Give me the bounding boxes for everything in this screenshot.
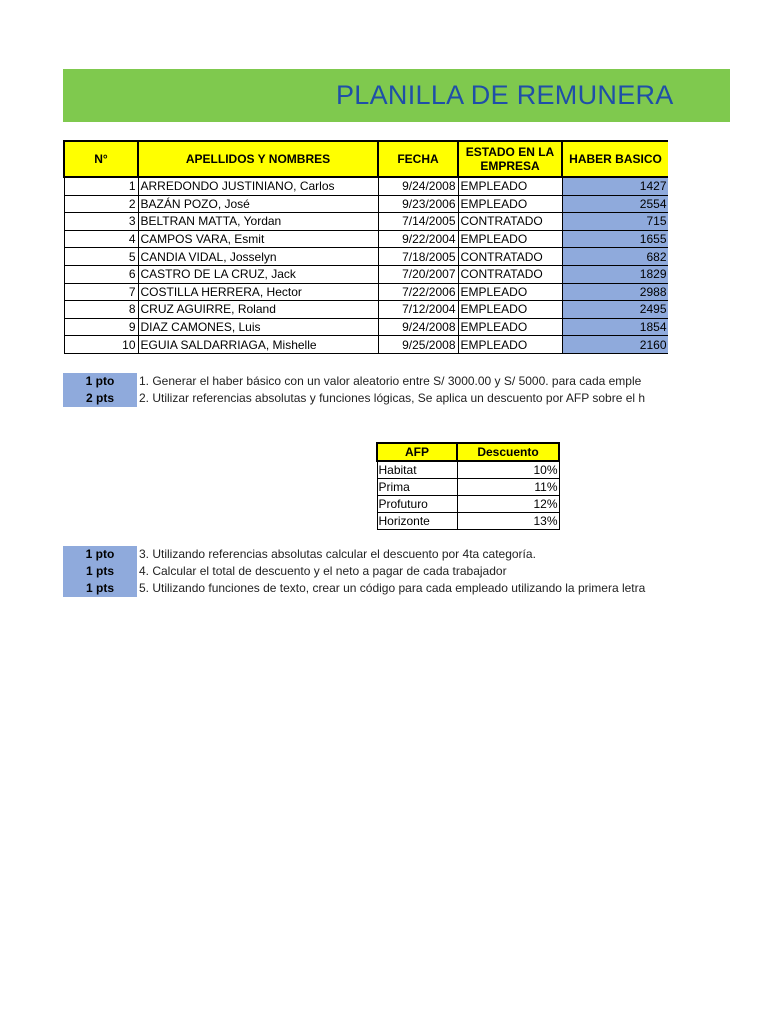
- task-text[interactable]: 2. Utilizar referencias absolutas y funciones lógicas, Se aplica un descuento por AFP sobre el h: [139, 391, 646, 405]
- view-edge: [668, 130, 768, 370]
- cell-name[interactable]: BAZÁN POZO, José: [138, 195, 378, 213]
- cell-num[interactable]: 5: [64, 248, 138, 266]
- cell-name[interactable]: ARREDONDO JUSTINIANO, Carlos: [138, 177, 378, 195]
- cell-haber[interactable]: 715: [562, 213, 669, 231]
- points-badge[interactable]: 1 pto: [63, 546, 137, 563]
- cell-haber[interactable]: 1854: [562, 318, 669, 336]
- header-estado[interactable]: ESTADO EN LA EMPRESA: [458, 141, 562, 177]
- cell-name[interactable]: CAMPOS VARA, Esmit: [138, 230, 378, 248]
- cell-fecha[interactable]: 9/22/2004: [378, 230, 458, 248]
- title-banner: [63, 69, 730, 122]
- cell-num[interactable]: 10: [64, 336, 138, 354]
- cell-fecha[interactable]: 9/24/2008: [378, 318, 458, 336]
- afp-header[interactable]: AFP: [377, 443, 457, 461]
- cell-estado[interactable]: EMPLEADO: [458, 230, 562, 248]
- cell-haber[interactable]: 2988: [562, 283, 669, 301]
- task-text[interactable]: 5. Utilizando funciones de texto, crear un código para cada empleado utilizando la primera letra: [139, 581, 646, 595]
- afp-row: [377, 496, 559, 513]
- cell-num[interactable]: 3: [64, 213, 138, 231]
- cell-num[interactable]: 2: [64, 195, 138, 213]
- cell-haber[interactable]: 2160: [562, 336, 669, 354]
- cell-fecha[interactable]: 7/18/2005: [378, 248, 458, 266]
- descuento-header[interactable]: Descuento: [457, 443, 559, 461]
- header-num[interactable]: N°: [64, 141, 138, 177]
- cell-haber[interactable]: 2495: [562, 301, 669, 319]
- cell-name[interactable]: EGUIA SALDARRIAGA, Mishelle: [138, 336, 378, 354]
- cell-name[interactable]: DIAZ CAMONES, Luis: [138, 318, 378, 336]
- cell-num[interactable]: 9: [64, 318, 138, 336]
- afp-pct-cell[interactable]: 13%: [457, 513, 559, 530]
- table-row: [64, 336, 669, 354]
- afp-pct-cell[interactable]: 12%: [457, 496, 559, 513]
- header-name[interactable]: APELLIDOS Y NOMBRES: [138, 141, 378, 177]
- points-badge[interactable]: 1 pts: [63, 580, 137, 597]
- payroll-table: [63, 140, 670, 354]
- cell-fecha[interactable]: 7/22/2006: [378, 283, 458, 301]
- cell-estado[interactable]: EMPLEADO: [458, 177, 562, 195]
- cell-num[interactable]: 4: [64, 230, 138, 248]
- cell-estado[interactable]: EMPLEADO: [458, 318, 562, 336]
- cell-estado[interactable]: EMPLEADO: [458, 283, 562, 301]
- cell-fecha[interactable]: 9/25/2008: [378, 336, 458, 354]
- cell-estado[interactable]: CONTRATADO: [458, 213, 562, 231]
- task-row: [63, 546, 683, 563]
- points-badge[interactable]: 1 pto: [63, 373, 137, 390]
- page-title: PLANILLA DE REMUNERA: [336, 80, 674, 110]
- afp-pct-cell[interactable]: 10%: [457, 461, 559, 479]
- cell-num[interactable]: 7: [64, 283, 138, 301]
- task-row: [63, 373, 683, 390]
- table-row: [64, 318, 669, 336]
- cell-fecha[interactable]: 7/14/2005: [378, 213, 458, 231]
- afp-name-cell[interactable]: Prima: [377, 479, 457, 496]
- cell-num[interactable]: 8: [64, 301, 138, 319]
- cell-name[interactable]: BELTRAN MATTA, Yordan: [138, 213, 378, 231]
- task-text[interactable]: 1. Generar el haber básico con un valor aleatorio entre S/ 3000.00 y S/ 5000. para cada emple: [139, 374, 642, 388]
- cell-fecha[interactable]: 7/12/2004: [378, 301, 458, 319]
- table-row: [64, 177, 669, 195]
- afp-pct-cell[interactable]: 11%: [457, 479, 559, 496]
- cell-haber[interactable]: 2554: [562, 195, 669, 213]
- cell-haber[interactable]: 682: [562, 248, 669, 266]
- cell-estado[interactable]: EMPLEADO: [458, 301, 562, 319]
- cell-estado[interactable]: EMPLEADO: [458, 195, 562, 213]
- cell-haber[interactable]: 1829: [562, 265, 669, 283]
- cell-haber[interactable]: 1427: [562, 177, 669, 195]
- cell-estado[interactable]: CONTRATADO: [458, 248, 562, 266]
- cell-fecha[interactable]: 9/24/2008: [378, 177, 458, 195]
- task-row: [63, 580, 683, 597]
- task-text[interactable]: 4. Calcular el total de descuento y el neto a pagar de cada trabajador: [139, 564, 507, 578]
- table-row: [64, 213, 669, 231]
- task-row: [63, 563, 683, 580]
- afp-name-cell[interactable]: Profuturo: [377, 496, 457, 513]
- points-badge[interactable]: 1 pts: [63, 563, 137, 580]
- cell-estado[interactable]: EMPLEADO: [458, 336, 562, 354]
- cell-fecha[interactable]: 9/23/2006: [378, 195, 458, 213]
- cell-num[interactable]: 1: [64, 177, 138, 195]
- task-text[interactable]: 3. Utilizando referencias absolutas calcular el descuento por 4ta categoría.: [139, 547, 536, 561]
- table-row: [64, 265, 669, 283]
- task-row: [63, 390, 683, 407]
- cell-name[interactable]: CRUZ AGUIRRE, Roland: [138, 301, 378, 319]
- table-row: [64, 248, 669, 266]
- cell-haber[interactable]: 1655: [562, 230, 669, 248]
- table-row: [64, 283, 669, 301]
- table-row: [64, 195, 669, 213]
- afp-row: [377, 461, 559, 479]
- header-haber[interactable]: HABER BASICO: [562, 141, 669, 177]
- cell-name[interactable]: COSTILLA HERRERA, Hector: [138, 283, 378, 301]
- table-row: [64, 301, 669, 319]
- afp-row: [377, 513, 559, 530]
- afp-name-cell[interactable]: Habitat: [377, 461, 457, 479]
- cell-num[interactable]: 6: [64, 265, 138, 283]
- cell-name[interactable]: CASTRO DE LA CRUZ, Jack: [138, 265, 378, 283]
- afp-row: [377, 479, 559, 496]
- cell-estado[interactable]: CONTRATADO: [458, 265, 562, 283]
- afp-header-row: [377, 443, 559, 461]
- cell-name[interactable]: CANDIA VIDAL, Josselyn: [138, 248, 378, 266]
- table-row: [64, 230, 669, 248]
- header-fecha[interactable]: FECHA: [378, 141, 458, 177]
- afp-name-cell[interactable]: Horizonte: [377, 513, 457, 530]
- afp-table: [376, 442, 560, 530]
- table-header-row: [64, 141, 669, 177]
- points-badge[interactable]: 2 pts: [63, 390, 137, 407]
- cell-fecha[interactable]: 7/20/2007: [378, 265, 458, 283]
